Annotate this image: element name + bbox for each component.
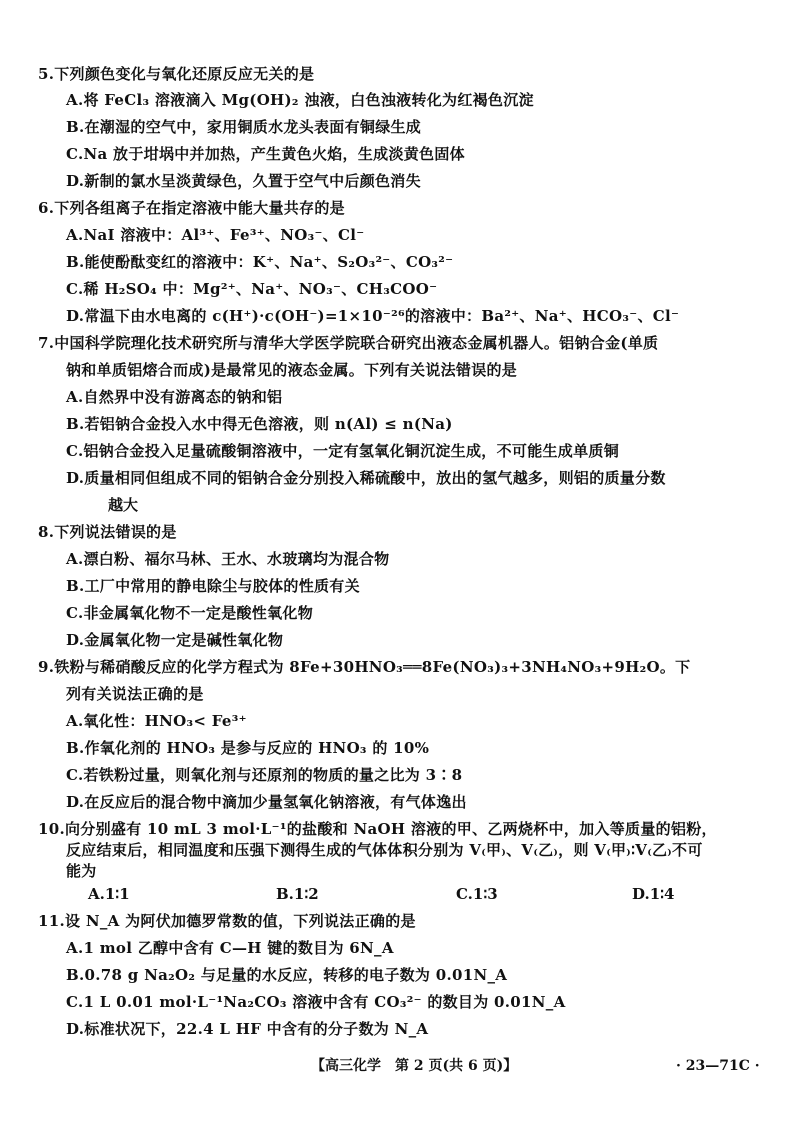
question-6-option-b: B.能使酚酞变红的溶液中：K⁺、Na⁺、S₂O₃²⁻、CO₃²⁻ [66,253,454,271]
question-7-stem-line-2: 钠和单质铝熔合而成)是最常见的液态金属。下列有关说法错误的是 [66,361,518,379]
question-10-stem-line-3: 能为 [66,862,97,880]
question-7-option-c: C.铝钠合金投入足量硫酸铜溶液中，一定有氢氧化铜沉淀生成，不可能生成单质铜 [66,442,620,460]
question-8-option-a: A.漂白粉、福尔马林、王水、水玻璃均为混合物 [66,550,390,568]
question-9-option-a: A.氧化性：HNO₃< Fe³⁺ [66,712,247,730]
question-10-stem-line-1: 10.向分别盛有 10 mL 3 mol·L⁻¹的盐酸和 NaOH 溶液的甲、乙两烧杯中，加入等质量的铝粉， [38,820,717,838]
question-9-option-c: C.若铁粉过量，则氧化剂与还原剂的物质的量之比为 3∶8 [66,766,463,784]
footer-page-info: 【高三化学 第 2 页(共 6 页)】 [311,1058,518,1074]
question-10-options-row [0,882,794,907]
question-7-option-b: B.若铝钠合金投入水中得无色溶液，则 n(Al) ≤ n(Na) [66,415,453,433]
question-10-option-d: D.1∶4 [632,885,675,903]
question-11-option-c: C.1 L 0.01 mol·L⁻¹Na₂CO₃ 溶液中含有 CO₃²⁻ 的数目为 0.01N_A [66,993,566,1011]
question-7-stem-line-1: 7.中国科学院理化技术研究所与清华大学医学院联合研究出液态金属机器人。铝钠合金(单质 [38,334,659,352]
question-8-option-d: D.金属氧化物一定是碱性氧化物 [66,631,284,649]
question-9-option-d: D.在反应后的混合物中滴加少量氢氧化钠溶液，有气体逸出 [66,793,467,811]
question-11-option-d: D.标准状况下，22.4 L HF 中含有的分子数为 N_A [66,1020,429,1038]
question-10-option-a: A.1∶1 [88,885,130,903]
question-11-option-a: A.1 mol 乙醇中含有 C—H 键的数目为 6N_A [66,939,394,957]
question-8-option-c: C.非金属氧化物不一定是酸性氧化物 [66,604,313,622]
question-10-option-b: B.1∶2 [276,885,319,903]
question-5-option-a: A.将 FeCl₃ 溶液滴入 Mg(OH)₂ 浊液，白色浊液转化为红褐色沉淀 [66,91,534,109]
page-footer [0,1054,794,1078]
question-7-option-d: D.质量相同但组成不同的铝钠合金分别投入稀硫酸中，放出的氢气越多，则铝的质量分数 [66,469,666,487]
footer-exam-code: · 23—71C · [676,1058,760,1074]
question-6-stem: 6.下列各组离子在指定溶液中能大量共存的是 [38,199,345,217]
question-6-option-c: C.稀 H₂SO₄ 中：Mg²⁺、Na⁺、NO₃⁻、CH₃COO⁻ [66,280,438,298]
question-5-option-b: B.在潮湿的空气中，家用铜质水龙头表面有铜绿生成 [66,118,422,136]
question-5-stem: 5.下列颜色变化与氧化还原反应无关的是 [38,65,315,83]
question-11-stem: 11.设 N_A 为阿伏加德罗常数的值，下列说法正确的是 [38,912,416,930]
question-7-option-a: A.自然界中没有游离态的钠和铝 [66,388,283,406]
question-10-option-c: C.1∶3 [456,885,498,903]
question-6-option-d: D.常温下由水电离的 c(H⁺)·c(OH⁻)=1×10⁻²⁶的溶液中：Ba²⁺、Na⁺、HCO₃⁻、Cl⁻ [66,307,680,325]
question-8-stem: 8.下列说法错误的是 [38,523,177,541]
question-9-stem-line-1: 9.铁粉与稀硝酸反应的化学方程式为 8Fe+30HNO₃══8Fe(NO₃)₃+3NH₄NO₃+9H₂O。下 [38,658,691,676]
question-5-option-c: C.Na 放于坩埚中并加热，产生黄色火焰，生成淡黄色固体 [66,145,465,163]
question-10-stem-line-2: 反应结束后，相同温度和压强下测得生成的气体体积分别为 V₍甲₎、V₍乙₎，则 V₍甲₎∶V₍乙₎不可 [66,841,703,859]
question-6-option-a: A.NaI 溶液中：Al³⁺、Fe³⁺、NO₃⁻、Cl⁻ [66,226,365,244]
question-7-option-d-continuation: 越大 [108,496,139,514]
question-5-option-d: D.新制的氯水呈淡黄绿色，久置于空气中后颜色消失 [66,172,421,190]
question-9-option-b: B.作氧化剂的 HNO₃ 是参与反应的 HNO₃ 的 10% [66,739,430,757]
question-8-option-b: B.工厂中常用的静电除尘与胶体的性质有关 [66,577,360,595]
question-9-stem-line-2: 列有关说法正确的是 [66,685,204,703]
question-11-option-b: B.0.78 g Na₂O₂ 与足量的水反应，转移的电子数为 0.01N_A [66,966,508,984]
